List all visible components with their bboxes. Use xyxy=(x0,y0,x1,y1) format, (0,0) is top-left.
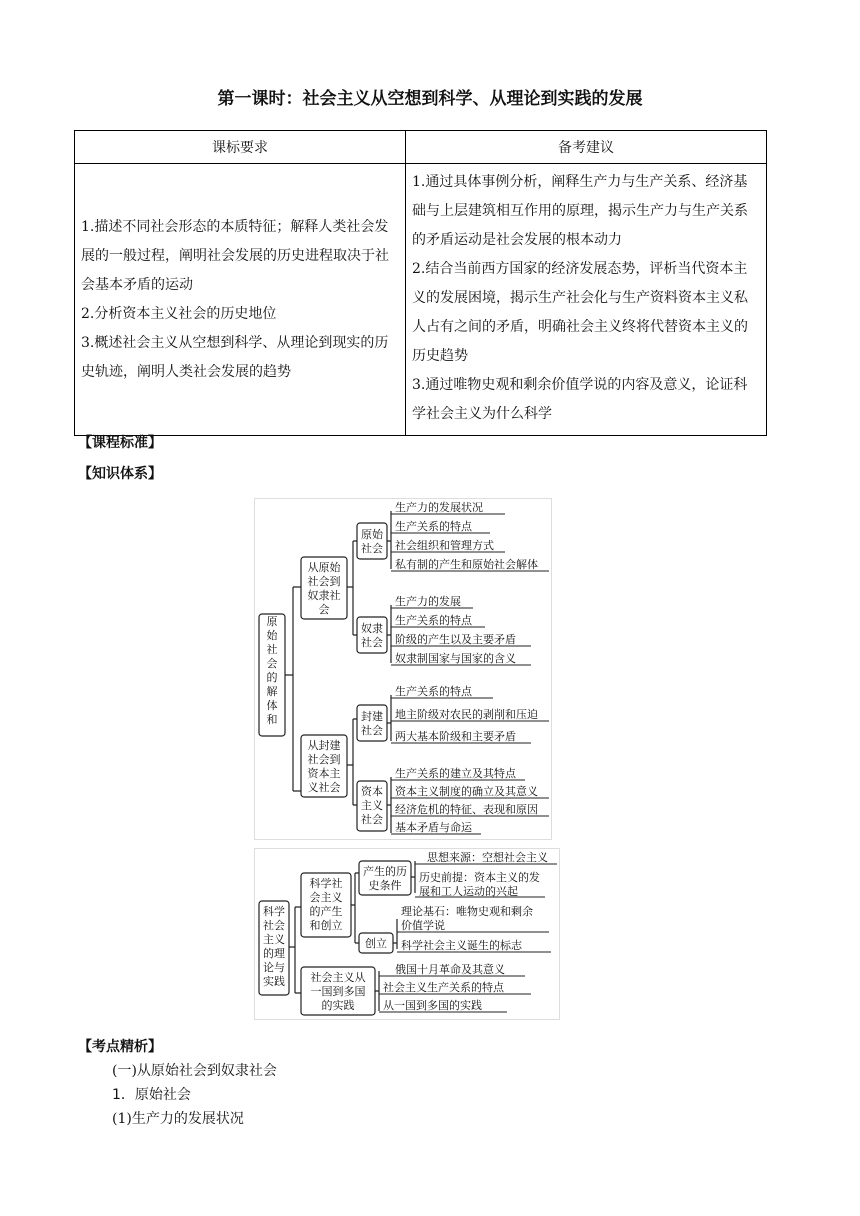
svg-text:私有制的产生和原始社会解体: 私有制的产生和原始社会解体 xyxy=(395,558,538,571)
svg-text:资本主义制度的确立及其意义: 资本主义制度的确立及其意义 xyxy=(395,785,538,798)
svg-text:价值学说: 价值学说 xyxy=(401,919,445,932)
svg-text:史条件: 史条件 xyxy=(368,879,402,892)
svg-text:主义: 主义 xyxy=(263,933,285,946)
requirement-item: 3.概述社会主义从空想到科学、从理论到现实的历史轨迹，阐明人类社会发展的趋势 xyxy=(81,334,389,380)
svg-text:从一国到多国的实践: 从一国到多国的实践 xyxy=(383,999,482,1012)
slave-items xyxy=(395,594,516,665)
svg-text:俄国十月革命及其意义: 俄国十月革命及其意义 xyxy=(395,963,505,976)
suggestion-item: 2.结合当前西方国家的经济发展态势，评析当代资本主义的发展困境，揭示生产社会化与生产资料资本主义私人占有之间的矛盾，明确社会主义终将代替资本主义的历史趋势 xyxy=(412,261,748,364)
svg-text:的产生: 的产生 xyxy=(309,905,343,918)
node-feudal-society xyxy=(361,709,383,737)
founding-items xyxy=(401,904,533,952)
requirement-item: 2.分析资本主义社会的历史地位 xyxy=(81,305,277,322)
svg-text:基本矛盾与命运: 基本矛盾与命运 xyxy=(395,821,472,834)
svg-text:社会到: 社会到 xyxy=(307,753,341,766)
svg-text:社会: 社会 xyxy=(361,636,383,649)
svg-text:体: 体 xyxy=(266,699,278,712)
knowledge-diagram-scientific-socialism xyxy=(254,848,560,1020)
svg-text:生产关系的特点: 生产关系的特点 xyxy=(395,614,472,627)
svg-text:生产关系的特点: 生产关系的特点 xyxy=(395,520,472,533)
svg-text:生产力的发展状况: 生产力的发展状况 xyxy=(395,501,483,514)
svg-text:论与: 论与 xyxy=(263,961,285,974)
svg-text:原始: 原始 xyxy=(361,528,383,541)
feudal-items xyxy=(395,684,538,743)
node-primitive-society xyxy=(361,527,384,555)
svg-text:实践: 实践 xyxy=(263,975,285,988)
svg-text:和创立: 和创立 xyxy=(309,919,343,932)
svg-text:展和工人运动的兴起: 展和工人运动的兴起 xyxy=(419,885,518,898)
svg-text:资本主: 资本主 xyxy=(307,767,341,780)
node-capitalist-society xyxy=(361,784,383,826)
svg-text:从原始: 从原始 xyxy=(307,561,341,574)
node-slave-society xyxy=(361,621,383,649)
node-founding: 创立 xyxy=(365,937,387,950)
svg-text:原: 原 xyxy=(266,615,278,628)
svg-text:会: 会 xyxy=(266,657,278,670)
svg-text:社会主义生产关系的特点: 社会主义生产关系的特点 xyxy=(383,981,504,994)
section-knowledge-system: 【知识体系】 xyxy=(78,466,162,482)
requirement-item: 1.描述不同社会形态的本质特征；解释人类社会发展的一般过程，阐明社会发展的历史进程取决于社会基本矛盾的运动 xyxy=(81,218,389,293)
svg-text:会主义: 会主义 xyxy=(309,891,343,904)
svg-text:资本: 资本 xyxy=(361,785,383,798)
table-header-requirements: 课标要求 xyxy=(75,131,406,164)
svg-text:的实践: 的实践 xyxy=(321,999,355,1012)
condition-items xyxy=(419,850,548,898)
svg-text:生产关系的特点: 生产关系的特点 xyxy=(395,685,472,698)
svg-text:社: 社 xyxy=(266,643,278,656)
body-heading-3: (1)生产力的发展状况 xyxy=(112,1111,244,1127)
svg-text:从封建: 从封建 xyxy=(307,739,341,752)
svg-text:社会: 社会 xyxy=(361,724,383,737)
branch-origin-and-founding xyxy=(310,876,343,932)
knowledge-diagram-primitive-to-capitalist xyxy=(254,498,552,840)
svg-text:社会: 社会 xyxy=(361,813,383,826)
suggestions-cell xyxy=(406,164,767,436)
svg-text:奴隶社: 奴隶社 xyxy=(307,589,341,602)
branch-primitive-to-slave xyxy=(308,560,342,616)
root-node-scientific-socialism xyxy=(263,904,285,988)
capitalist-items xyxy=(395,766,538,834)
suggestion-item: 3.通过唯物史观和剩余价值学说的内容及意义，论证科学社会主义为什么科学 xyxy=(412,377,748,422)
svg-text:始: 始 xyxy=(266,629,278,642)
svg-text:生产力的发展: 生产力的发展 xyxy=(395,595,461,608)
svg-text:产生的历: 产生的历 xyxy=(363,865,407,878)
svg-text:和: 和 xyxy=(266,713,278,726)
svg-text:两大基本阶级和主要矛盾: 两大基本阶级和主要矛盾 xyxy=(395,730,516,743)
table-header-suggestions: 备考建议 xyxy=(406,131,767,164)
root-node-text xyxy=(267,615,279,726)
svg-text:社会: 社会 xyxy=(263,919,285,932)
body-heading-1: (一)从原始社会到奴隶社会 xyxy=(112,1063,277,1079)
svg-text:奴隶: 奴隶 xyxy=(361,622,383,635)
branch-one-to-many-countries xyxy=(311,970,366,1012)
svg-text:科学社会主义诞生的标志: 科学社会主义诞生的标志 xyxy=(401,939,522,952)
primitive-items xyxy=(395,500,538,571)
svg-text:社会: 社会 xyxy=(361,542,383,555)
svg-text:经济危机的特征、表现和原因: 经济危机的特征、表现和原因 xyxy=(395,803,538,816)
svg-text:的理: 的理 xyxy=(263,947,285,960)
section-key-points: 【考点精析】 xyxy=(78,1039,162,1055)
svg-text:奴隶制国家与国家的含义: 奴隶制国家与国家的含义 xyxy=(395,652,516,665)
svg-text:社会主义从: 社会主义从 xyxy=(310,971,366,984)
svg-text:的: 的 xyxy=(266,671,278,684)
svg-text:会: 会 xyxy=(318,603,330,616)
svg-text:社会组织和管理方式: 社会组织和管理方式 xyxy=(395,539,494,552)
svg-text:解: 解 xyxy=(266,685,278,698)
branch-feudal-to-capitalist xyxy=(308,738,341,794)
body-heading-2: 1．原始社会 xyxy=(112,1087,191,1103)
suggestion-item: 1.通过具体事例分析，阐释生产力与生产关系、经济基础与上层建筑相互作用的原理，揭示生产力与生产关系的矛盾运动是社会发展的根本动力 xyxy=(412,174,748,248)
svg-text:地主阶级对农民的剥削和压迫: 地主阶级对农民的剥削和压迫 xyxy=(395,708,538,721)
svg-text:科学社: 科学社 xyxy=(309,877,343,890)
requirements-cell xyxy=(75,164,406,436)
curriculum-table xyxy=(74,130,767,436)
svg-text:社会到: 社会到 xyxy=(307,575,341,588)
svg-text:科学: 科学 xyxy=(263,905,285,918)
svg-text:理论基石：唯物史观和剩余: 理论基石：唯物史观和剩余 xyxy=(401,905,533,918)
svg-text:义社会: 义社会 xyxy=(307,781,341,794)
svg-text:封建: 封建 xyxy=(361,710,383,723)
svg-text:思想来源：空想社会主义: 思想来源：空想社会主义 xyxy=(427,851,548,864)
section-course-standard: 【课程标准】 xyxy=(78,435,162,451)
practice-items xyxy=(383,962,505,1012)
svg-text:一国到多国: 一国到多国 xyxy=(310,985,366,998)
page-title: 第一课时：社会主义从空想到科学、从理论到实践的发展 xyxy=(217,89,643,109)
svg-text:历史前提：资本主义的发: 历史前提：资本主义的发 xyxy=(419,871,540,884)
svg-text:生产关系的建立及其特点: 生产关系的建立及其特点 xyxy=(395,767,516,780)
svg-text:阶级的产生以及主要矛盾: 阶级的产生以及主要矛盾 xyxy=(395,633,516,646)
node-historical-conditions xyxy=(363,864,407,892)
svg-text:主义: 主义 xyxy=(361,799,383,812)
